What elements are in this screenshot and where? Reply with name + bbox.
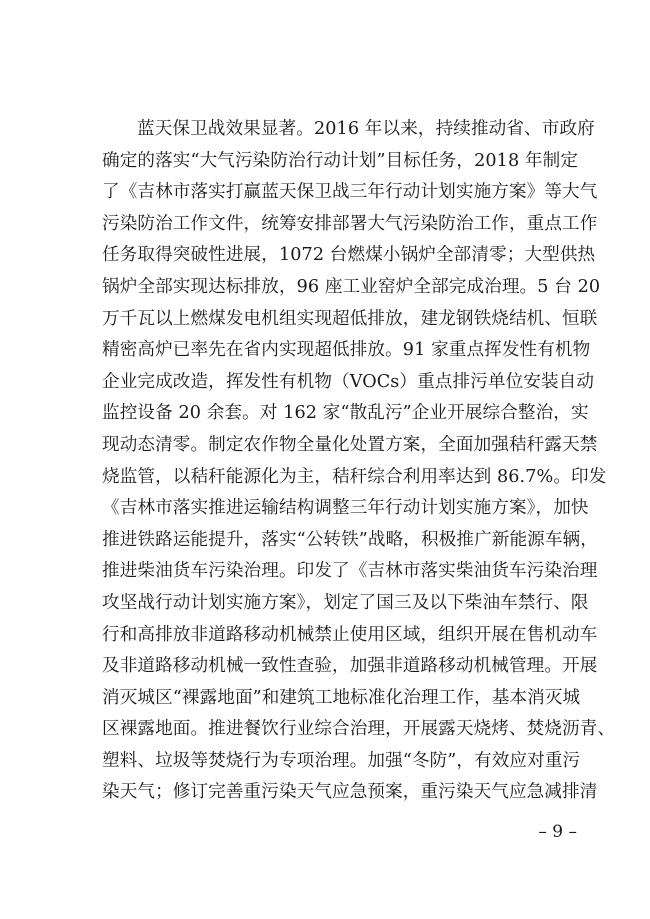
text-line: 行和高排放非道路移动机械禁止使用区域，组织开展在售机动车 bbox=[102, 624, 598, 645]
text-line: 任务取得突破性进展，1072 台燃煤小锅炉全部清零；大型供热 bbox=[102, 245, 596, 266]
text-line: 区裸露地面。推进餐饮行业综合治理，开展露天烧烤、焚烧沥青、 bbox=[102, 719, 616, 740]
text-line: 染天气；修订完善重污染天气应急预案，重污染天气应急减排清 bbox=[102, 782, 598, 803]
text-line: 污染防治工作文件，统筹安排部署大气污染防治工作，重点工作 bbox=[102, 213, 598, 234]
page-number: – 9 – bbox=[538, 822, 577, 842]
body-paragraph bbox=[102, 114, 616, 809]
text-line: 《吉林市落实推进运输结构调整三年行动计划实施方案》，加快 bbox=[102, 498, 589, 519]
text-line: 万千瓦以上燃煤发电机组实现超低排放，建龙钢铁烧结机、恒联 bbox=[102, 308, 598, 329]
text-line: 推进铁路运能提升，落实“公转铁”战略，积极推广新能源车辆， bbox=[102, 529, 598, 550]
text-line: 及非道路移动机械一致性查验，加强非道路移动机械管理。开展 bbox=[102, 656, 598, 677]
text-line: 蓝天保卫战效果显著。2016 年以来，持续推动省、市政府 bbox=[137, 119, 595, 139]
text-line: 企业完成改造，挥发性有机物（VOCs）重点排污单位安装自动 bbox=[102, 371, 595, 392]
text-line: 锅炉全部实现达标排放，96 座工业窑炉全部完成治理。5 台 20 bbox=[102, 276, 601, 297]
text-line: 现动态清零。制定农作物全量化处置方案，全面加强秸秆露天禁 bbox=[102, 434, 598, 455]
text-line: 推进柴油货车污染治理。印发了《吉林市落实柴油货车污染治理 bbox=[102, 561, 598, 582]
text-line: 确定的落实“大气污染防治行动计划”目标任务，2018 年制定 bbox=[102, 150, 579, 171]
text-line: 烧监管，以秸秆能源化为主，秸秆综合利用率达到 86.7%。印发 bbox=[102, 466, 607, 487]
text-line: 攻坚战行动计划实施方案》，划定了国三及以下柴油车禁行、限 bbox=[102, 592, 589, 613]
text-line: 塑料、垃圾等焚烧行为专项治理。加强“冬防”，有效应对重污 bbox=[102, 750, 581, 771]
text-line: 精密高炉已率先在省内实现超低排放。91 家重点挥发性有机物 bbox=[102, 340, 591, 361]
text-line: 了《吉林市落实打赢蓝天保卫战三年行动计划实施方案》等大气 bbox=[102, 182, 598, 203]
text-line: 监控设备 20 余套。对 162 家“散乱污”企业开展综合整治，实 bbox=[102, 403, 589, 424]
text-line: 消灭城区“裸露地面”和建筑工地标准化治理工作，基本消灭城 bbox=[102, 687, 581, 708]
